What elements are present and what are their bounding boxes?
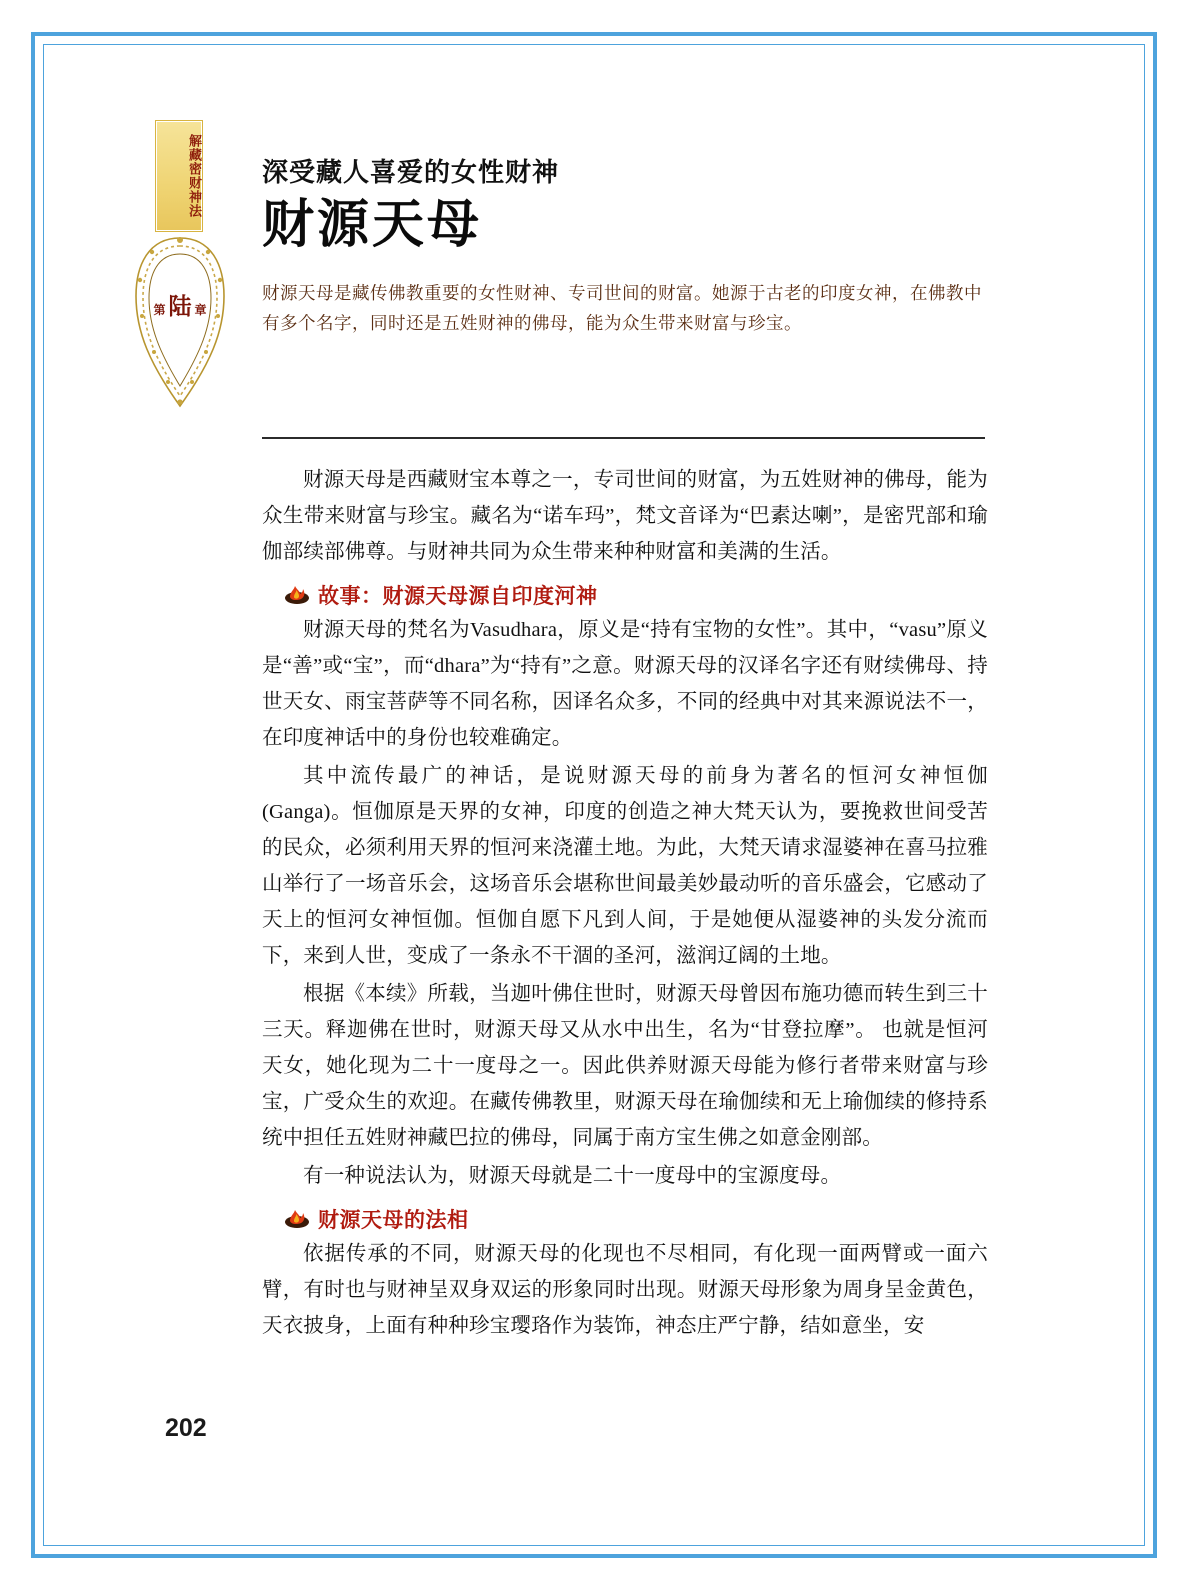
chapter-medallion <box>128 232 232 424</box>
section-heading-label: 财源天母的法相 <box>318 1209 469 1232</box>
body-paragraph: 其中流传最广的神话，是说财源天母的前身为著名的恒河女神恒伽(Ganga)。恒伽原是天界的女神，印度的创造之神大梵天认为，要挽救世间受苦的民众，必须利用天界的恒河来浇灌土地。为此，大梵天请求湿婆神在喜马拉雅山举行了一场音乐会，这场音乐会堪称世间最美妙最动听的音乐盛会，它感动了天上的恒河女神恒伽。恒伽自愿下凡到人间，于是她便从湿婆神的头发分流而下，来到人世，变成了一条永不干涸的圣河，滋润辽阔的土地。 <box>262 765 988 967</box>
article-subtitle: 深受藏人喜爱的女性财神 <box>262 157 560 187</box>
page-number: 202 <box>165 1414 207 1442</box>
section-heading <box>284 1204 988 1234</box>
chapter-suffix: 章 <box>194 303 207 317</box>
article-header <box>262 152 992 338</box>
chapter-label <box>128 288 232 321</box>
chapter-prefix: 第 <box>153 303 166 317</box>
series-banner-label: 解藏密财神法 <box>187 134 202 218</box>
series-banner-plate <box>155 120 203 232</box>
header-divider <box>262 437 985 439</box>
body-paragraph: 财源天母的梵名为Vasudhara，原义是“持有宝物的女性”。其中，“vasu”原义是“善”或“宝”，而“dhara”为“持有”之意。财源天母的汉译名字还有财续佛母、持世天女、雨宝菩萨等不同名称，因译名众多，不同的经典中对其来源说法不一，在印度神话中的身份也较难确定。 <box>262 619 988 749</box>
section-heading <box>284 580 988 610</box>
flame-icon <box>284 1209 310 1229</box>
flame-icon <box>284 585 310 605</box>
body-paragraph: 有一种说法认为，财源天母就是二十一度母中的宝源度母。 <box>303 1165 842 1187</box>
body-paragraph: 根据《本续》所载，当迦叶佛住世时，财源天母曾因布施功德而转生到三十三天。释迦佛在世时，财源天母又从水中出生，名为“甘登拉摩”。 也就是恒河天女，她化现为二十一度母之一。因此供养财源天母能为修行者带来财富与珍宝，广受众生的欢迎。在藏传佛教里，财源天母在瑜伽续和无上瑜伽续的修持系统中担任五姓财神藏巴拉的佛母，同属于南方宝生佛之如意金刚部。 <box>262 983 988 1149</box>
series-banner <box>128 120 228 232</box>
article-body <box>262 462 988 1346</box>
page-title: 财源天母 <box>262 197 483 254</box>
chapter-ornament <box>128 120 248 430</box>
section-heading-label: 故事：财源天母源自印度河神 <box>318 585 598 608</box>
body-paragraph: 依据传承的不同，财源天母的化现也不尽相同，有化现一面两臂或一面六臂，有时也与财神呈双身双运的形象同时出现。财源天母形象为周身呈金黄色，天衣披身，上面有种种珍宝璎珞作为装饰，神态庄严宁静，结如意坐，安 <box>262 1243 988 1337</box>
body-paragraph: 财源天母是西藏财宝本尊之一，专司世间的财富，为五姓财神的佛母，能为众生带来财富与珍宝。藏名为“诺车玛”，梵文音译为“巴素达喇”，是密咒部和瑜伽部续部佛尊。与财神共同为众生带来种种财富和美满的生活。 <box>262 469 988 563</box>
chapter-number: 陆 <box>168 294 192 319</box>
article-lead: 财源天母是藏传佛教重要的女性财神、专司世间的财富。她源于古老的印度女神，在佛教中有多个名字，同时还是五姓财神的佛母，能为众生带来财富与珍宝。 <box>262 282 982 333</box>
